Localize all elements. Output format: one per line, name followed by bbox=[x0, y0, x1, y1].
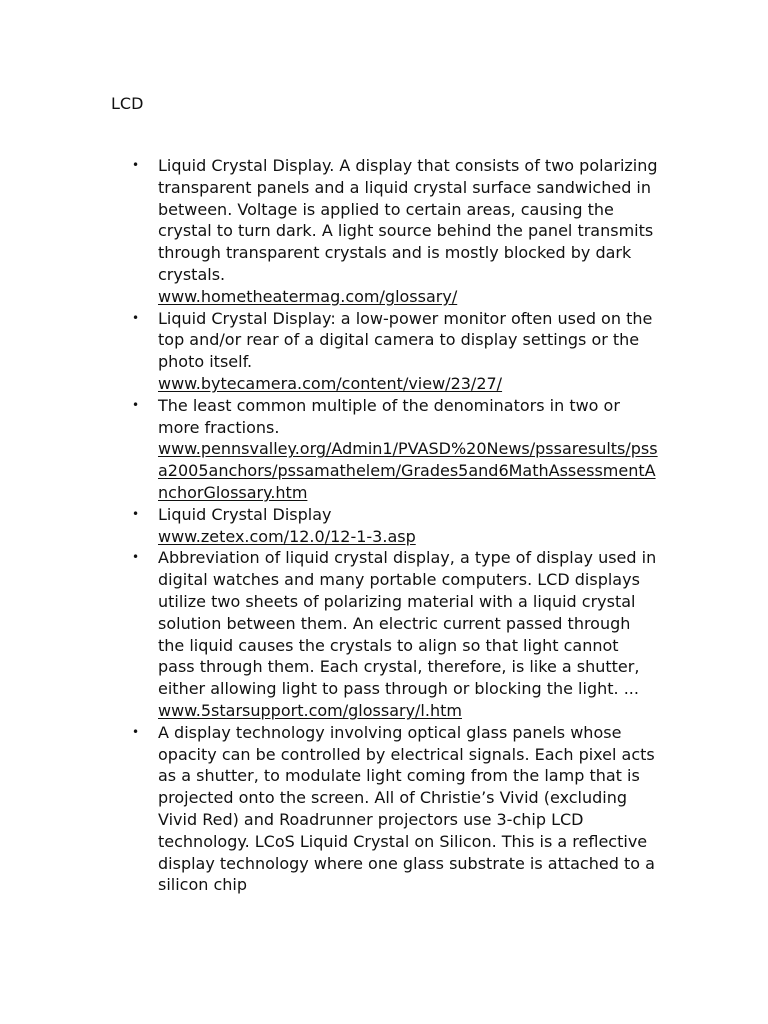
glossary-entry bbox=[132, 722, 658, 896]
glossary-entry bbox=[132, 155, 658, 308]
entry-source-link[interactable]: www.pennsvalley.org/Admin1/PVASD%20News/pssaresults/pssa2005anchors/pssamathelem/Grades5and6MathAssessmentAnchorGlossary.htm bbox=[158, 439, 658, 502]
glossary-list bbox=[132, 155, 658, 896]
entry-definition: The least common multiple of the denominators in two or more fractions. bbox=[158, 395, 620, 437]
entry-definition: Abbreviation of liquid crystal display, a type of display used in digital watches and many portable computers. LCD displays utilize two sheets of polarizing material with a liquid crystal solution between them. An electric current passed through the liquid causes the crystals to align so that light cannot pass through them. Each crystal, therefore, is like a shutter, either allowing light to pass through or blocking the light. ... bbox=[158, 548, 657, 699]
bullet-dot-icon: • bbox=[132, 550, 140, 565]
glossary-entry bbox=[132, 395, 658, 504]
entry-definition: Liquid Crystal Display bbox=[158, 504, 332, 524]
bullet-dot-icon: • bbox=[132, 506, 140, 521]
entry-source-link[interactable]: www.hometheatermag.com/glossary/ bbox=[158, 286, 458, 306]
bullet-dot-icon: • bbox=[132, 397, 140, 412]
glossary-entry bbox=[132, 547, 658, 721]
entry-source-link[interactable]: www.bytecamera.com/content/view/23/27/ bbox=[158, 373, 503, 393]
bullet-dot-icon: • bbox=[132, 724, 140, 739]
entry-definition: Liquid Crystal Display. A display that consists of two polarizing transparent panels and a liquid crystal surface sandwiched in between. Voltage is applied to certain areas, causing the crystal to turn dark. A light source behind the panel transmits through transparent crystals and is mostly blocked by dark crystals. bbox=[158, 156, 658, 284]
page-title: LCD bbox=[111, 94, 144, 113]
bullet-dot-icon: • bbox=[132, 310, 140, 325]
entry-definition: Liquid Crystal Display: a low-power monitor often used on the top and/or rear of a digital camera to display settings or the photo itself. bbox=[158, 308, 653, 372]
entry-source-link[interactable]: www.zetex.com/12.0/12-1-3.asp bbox=[158, 526, 416, 546]
entry-definition: A display technology involving optical glass panels whose opacity can be controlled by electrical signals. Each pixel acts as a shutter, to modulate light coming from the lamp that is projected onto the screen. All of Christie’s Vivid (excluding Vivid Red) and Roadrunner projectors use 3-chip LCD technology. LCoS Liquid Crystal on Silicon. This is a reflective display technology where one glass substrate is attached to a silicon chip bbox=[158, 722, 655, 895]
glossary-entry bbox=[132, 308, 658, 395]
bullet-dot-icon: • bbox=[132, 158, 140, 172]
glossary-entry bbox=[132, 504, 658, 548]
entry-source-link[interactable]: www.5starsupport.com/glossary/l.htm bbox=[158, 700, 462, 720]
